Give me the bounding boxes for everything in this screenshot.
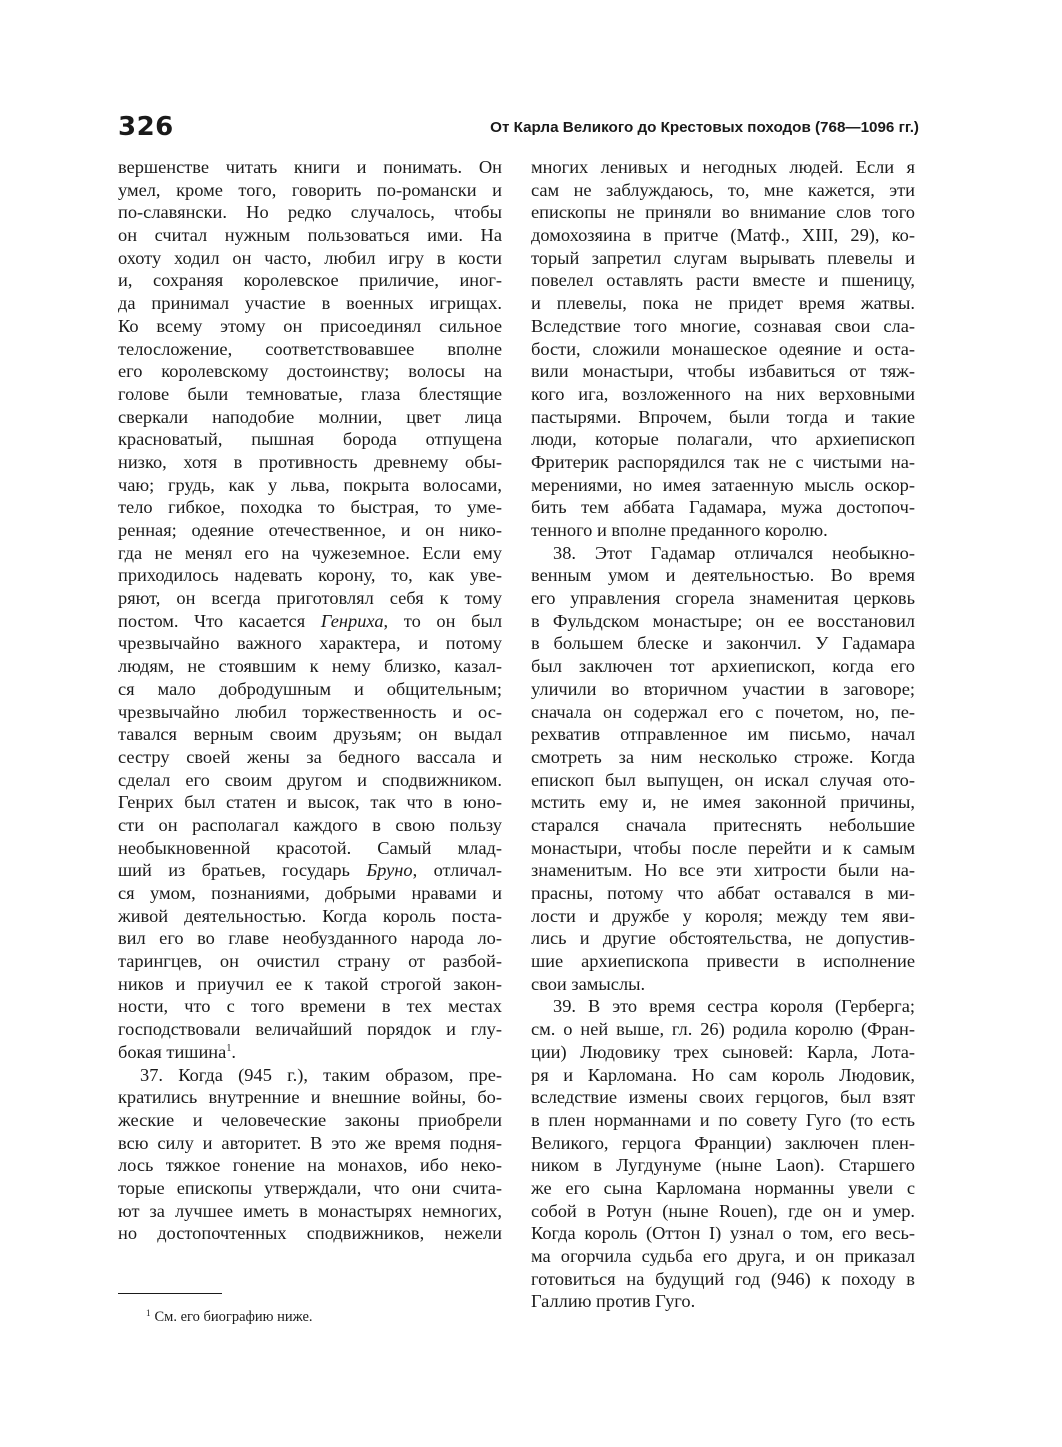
text-line <box>118 746 502 769</box>
text-line <box>531 247 915 270</box>
line-text: торый запретил слугам вырывать плевелы и <box>531 247 915 268</box>
line-text: Ко всему этому он присоединял сильное <box>118 315 502 336</box>
line-text: ряют, он всегда приготовлял себя к тому <box>118 588 502 609</box>
text-line <box>531 837 915 860</box>
line-text: бокая тишина <box>118 1041 227 1062</box>
line-text: по-славянски. Но редко случалось, чтобы <box>118 202 502 223</box>
text-line <box>118 224 502 247</box>
text-line <box>531 927 915 950</box>
line-text: господствовали величайший порядок и глу- <box>118 1019 502 1040</box>
text-line <box>531 701 915 724</box>
text-line <box>531 360 915 383</box>
line-text: ря и Карломана. Но сам король Людовик, <box>531 1064 915 1085</box>
text-line <box>531 882 915 905</box>
text-line <box>118 292 502 315</box>
line-text: смотреть за ним несколько строже. Когда <box>531 746 915 767</box>
line-text: в Фульдском монастыре; он ее восстановил <box>531 610 915 631</box>
line-text: тавался верным своим друзьям; он выдал <box>118 724 502 745</box>
line-text: но достопочтенных сподвижников, нежели <box>118 1223 502 1244</box>
line-text: лось тяжкое гонение на монахов, ибо неко- <box>118 1155 502 1176</box>
text-line <box>118 1041 502 1064</box>
text-line <box>531 1245 915 1268</box>
line-text: умел, кроме того, говорить по-романски и <box>118 179 502 200</box>
text-line <box>118 1064 502 1087</box>
left-text-column <box>118 156 502 1245</box>
line-text: в большем блеске и закончил. У Гадамара <box>531 633 915 654</box>
text-line <box>531 1041 915 1064</box>
text-line <box>118 769 502 792</box>
line-text: ший из братьев, государь Бруно, отличал- <box>118 860 502 881</box>
text-line <box>118 927 502 950</box>
text-line <box>531 973 915 996</box>
line-text: телосложение, соответствовавшее вполне <box>118 338 502 359</box>
line-text: сам не заблуждаюсь, то, мне кажется, эти <box>531 179 915 200</box>
line-text: он считал нужным пользоваться ими. На <box>118 225 502 246</box>
text-line <box>118 542 502 565</box>
line-text: домохозяина в притче (Матф., XIII, 29), ко- <box>531 225 915 246</box>
line-text: шие архиепископа привести в исполнение <box>531 951 915 972</box>
line-text: в плен норманнами и по совету Гуго (то есть <box>531 1109 915 1130</box>
line-text: рехватив отправленное им письмо, начал <box>531 724 915 745</box>
text-line <box>531 1268 915 1291</box>
text-line <box>118 701 502 724</box>
text-line <box>118 564 502 587</box>
line-text: готовиться на будущий год (946) к походу в <box>531 1268 915 1289</box>
line-text: бости, сложили монашеское одеяние и оста- <box>531 338 915 359</box>
text-line <box>531 496 915 519</box>
line-text: бить тем аббата Гадамара, мужа достопоч- <box>531 497 915 518</box>
line-text: Великого, герцога Франции) заключен плен- <box>531 1132 915 1153</box>
line-text: ции) Людовику трех сыновей: Карла, Лота- <box>531 1041 915 1062</box>
text-line <box>531 1290 915 1313</box>
page-number: 326 <box>118 112 174 142</box>
text-line <box>118 1222 502 1245</box>
text-line <box>118 632 502 655</box>
line-text: собой в Ротун (ныне Rouen), где он и умер. <box>531 1200 915 1221</box>
text-line <box>531 1132 915 1155</box>
text-line <box>118 156 502 179</box>
text-line <box>118 519 502 542</box>
line-text: венным умом и деятельностью. Во время <box>531 565 915 586</box>
line-text: живой деятельностью. Когда король поста- <box>118 905 502 926</box>
line-text: всю силу и авторитет. В это же время подня- <box>118 1132 502 1153</box>
text-line <box>531 950 915 973</box>
text-line <box>118 905 502 928</box>
line-text: и плевелы, пока не придет время жатвы. <box>531 293 915 314</box>
text-line <box>531 224 915 247</box>
line-text: голове были темноватые, глаза блестящие <box>118 383 502 404</box>
line-text: его королевскому достоинству; волосы на <box>118 361 502 382</box>
text-line <box>531 564 915 587</box>
line-text: люди, которые полагали, что архиепископ <box>531 429 915 450</box>
line-text: ником в Лугдунуме (ныне Laon). Старшего <box>531 1155 915 1176</box>
line-text: ности, что с того времени в тех местах <box>118 996 502 1017</box>
line-tail: . <box>231 1041 236 1062</box>
text-line <box>531 723 915 746</box>
text-line <box>118 269 502 292</box>
line-text: ма огорчила судьба его друга, и он приказал <box>531 1246 915 1266</box>
line-text: 37. Когда (945 г.), таким образом, пре- <box>140 1064 502 1085</box>
text-line <box>531 791 915 814</box>
line-text: 38. Этот Гадамар отличался необыкно- <box>553 542 915 563</box>
line-text: приходилось надевать корону, то, как уве- <box>118 565 502 586</box>
line-text: старался сначала притеснять небольшие <box>531 814 915 835</box>
text-line <box>531 995 915 1018</box>
line-text: вили монастыри, чтобы избавиться от тяж- <box>531 361 915 382</box>
line-text: кого ига, возложенного на них верховными <box>531 383 915 404</box>
text-line <box>118 1154 502 1177</box>
line-text: сделал его своим другом и сподвижником. <box>118 769 502 790</box>
line-text: сначала он содержал его с почетом, но, пе- <box>531 701 915 722</box>
line-text: был заключен тот архиепископ, когда его <box>531 656 915 677</box>
line-text: мстить ему и, не имея законной причины, <box>531 792 915 813</box>
text-line <box>531 746 915 769</box>
text-line <box>531 292 915 315</box>
text-line <box>118 1086 502 1109</box>
text-line <box>531 383 915 406</box>
text-line <box>531 451 915 474</box>
text-line <box>118 315 502 338</box>
text-line <box>118 837 502 860</box>
line-text: свои замыслы. <box>531 973 646 994</box>
text-line <box>118 338 502 361</box>
text-line <box>118 587 502 610</box>
line-text: епископ был выпущен, он искал случая ото- <box>531 769 915 790</box>
line-text: вследствие измены своих герцогов, был взят <box>531 1087 915 1108</box>
text-line <box>118 610 502 633</box>
line-text: пастырями. Впрочем, были тогда и такие <box>531 406 915 427</box>
line-text: гда не менял его на чужеземное. Если ему <box>118 542 502 563</box>
text-line <box>531 474 915 497</box>
text-line <box>118 201 502 224</box>
line-text: чрезвычайно важного характера, и потому <box>118 633 502 654</box>
line-text: же его сына Карломана норманны увели с <box>531 1177 915 1198</box>
line-text: тарингцев, он очистил страну от разбой- <box>118 951 502 972</box>
text-line <box>531 406 915 429</box>
footnote-rule <box>118 1293 222 1294</box>
line-text: красноватый, пышная борода отпущена <box>118 429 502 450</box>
text-line <box>118 1132 502 1155</box>
line-text: сти он располагал каждого в свою пользу <box>118 814 502 835</box>
italic-name: Генриха <box>320 610 384 631</box>
text-line <box>118 655 502 678</box>
line-text: лости и дружбе у короля; между тем яви- <box>531 905 915 926</box>
line-text: епископы не приняли во внимание слов того <box>531 202 915 223</box>
line-text: низко, хотя в противность древнему обы- <box>118 451 502 472</box>
text-line <box>118 179 502 202</box>
line-text: см. о ней выше, гл. 26) родила королю (Фран- <box>531 1019 915 1040</box>
text-line <box>118 383 502 406</box>
line-text: да принимал участие в военных игрищах. <box>118 293 502 314</box>
text-line <box>531 1222 915 1245</box>
text-line <box>531 1200 915 1223</box>
line-text: вершенстве читать книги и понимать. Он <box>118 157 502 177</box>
line-text: его управления сгорела знаменитая церковь <box>531 588 915 609</box>
text-line <box>118 1200 502 1223</box>
line-text: торые епископы утверждали, что они счита- <box>118 1177 502 1198</box>
text-line <box>118 950 502 973</box>
line-text: кратились внутренние и внешние войны, бо- <box>118 1087 502 1108</box>
line-text: жеские и человеческие законы приобрели <box>118 1109 502 1130</box>
footnote-text: См. его биографию ниже. <box>154 1309 313 1325</box>
text-line <box>531 1086 915 1109</box>
line-text: сестру своей жены за бедного вассала и <box>118 746 502 767</box>
text-line <box>118 859 502 882</box>
text-line <box>118 1109 502 1132</box>
text-line <box>531 1177 915 1200</box>
text-line <box>531 587 915 610</box>
text-line <box>531 814 915 837</box>
text-line <box>118 678 502 701</box>
text-line <box>118 474 502 497</box>
text-line <box>531 655 915 678</box>
text-line <box>531 632 915 655</box>
text-line <box>531 905 915 928</box>
footnote <box>146 1308 313 1326</box>
line-text: Генрих был статен и высок, так что в юно- <box>118 792 502 813</box>
line-text: постом. Что касается Генриха, то он был <box>118 610 502 631</box>
text-line <box>531 156 915 179</box>
line-text: 39. В это время сестра короля (Герберга; <box>553 996 915 1017</box>
text-line <box>118 723 502 746</box>
text-line <box>118 406 502 429</box>
line-text: Вследствие того многие, сознавая свои сла- <box>531 315 915 336</box>
text-line <box>531 315 915 338</box>
line-text: монастыри, чтобы после перейти и к самым <box>531 837 915 858</box>
text-line <box>531 428 915 451</box>
text-line <box>118 995 502 1018</box>
text-line <box>118 496 502 519</box>
text-line <box>531 859 915 882</box>
text-line <box>118 247 502 270</box>
text-line <box>531 542 915 565</box>
running-head: От Карла Великого до Крестовых походов (768—1096 гг.) <box>490 119 919 136</box>
line-text: ся мало добродушным и общительным; <box>118 678 502 699</box>
text-line <box>531 269 915 292</box>
line-text: мерениями, но имея затаенную мысль оскор- <box>531 474 915 495</box>
text-line <box>531 610 915 633</box>
text-line <box>531 769 915 792</box>
text-line <box>118 791 502 814</box>
line-text: необыкновенной красотой. Самый млад- <box>118 837 502 858</box>
line-text: ют за лучшее иметь в монастырях немногих, <box>118 1200 502 1221</box>
italic-name: Бруно <box>366 860 413 881</box>
line-text: прасны, потому что аббат оставался в ми- <box>531 883 915 903</box>
line-text: сверкали наподобие молнии, цвет лица <box>118 406 502 427</box>
line-text: многих ленивых и негодных людей. Если я <box>531 157 915 177</box>
line-text: Фритерик распорядился так не с чистыми на- <box>531 451 915 472</box>
line-text: уличили во вторичном участии в заговоре; <box>531 678 915 699</box>
text-line <box>118 1177 502 1200</box>
text-line <box>531 1154 915 1177</box>
line-text: ников и приучил ее к такой строгой закон- <box>118 973 502 994</box>
text-line <box>118 451 502 474</box>
line-text: ся умом, познаниями, добрыми нравами и <box>118 883 502 903</box>
text-line <box>118 814 502 837</box>
text-line <box>118 360 502 383</box>
line-text: тело гибкое, походка то быстрая, то уме- <box>118 497 502 518</box>
line-text: чрезвычайно любил торжественность и ос- <box>118 701 502 722</box>
line-text: тенного и вполне преданного королю. <box>531 520 828 540</box>
line-text: людям, не стоявшим к нему близко, казал- <box>118 656 502 677</box>
line-text: Когда король (Оттон I) узнал о том, его весь- <box>531 1223 915 1244</box>
line-text: вил его во главе необузданного народа ло- <box>118 928 502 949</box>
text-line <box>531 179 915 202</box>
line-text: повелел оставлять расти вместе и пшеницу, <box>531 270 915 291</box>
text-line <box>118 1018 502 1041</box>
text-line <box>118 973 502 996</box>
line-text: чаю; грудь, как у льва, покрыта волосами, <box>118 474 502 495</box>
footnote-reference: 1 <box>226 1042 232 1054</box>
text-line <box>531 1109 915 1132</box>
text-line <box>118 882 502 905</box>
text-line <box>118 428 502 451</box>
text-line <box>531 519 915 542</box>
text-line <box>531 1018 915 1041</box>
line-text: Галлию против Гуго. <box>531 1291 696 1312</box>
line-text: лись и другие обстоятельства, не допустив- <box>531 928 915 949</box>
footnote-marker: 1 <box>146 1308 151 1318</box>
line-text: и, сохраняя королевское приличие, иног- <box>118 270 502 291</box>
text-line <box>531 678 915 701</box>
line-text: знаменитым. Но все эти хитрости были на- <box>531 860 915 881</box>
line-text: охоту ходил он часто, любил игру в кости <box>118 247 502 268</box>
text-line <box>531 1064 915 1087</box>
text-line <box>531 201 915 224</box>
line-text: ренная; одеяние отечественное, и он нико- <box>118 520 502 540</box>
right-text-column <box>531 156 915 1313</box>
text-line <box>531 338 915 361</box>
